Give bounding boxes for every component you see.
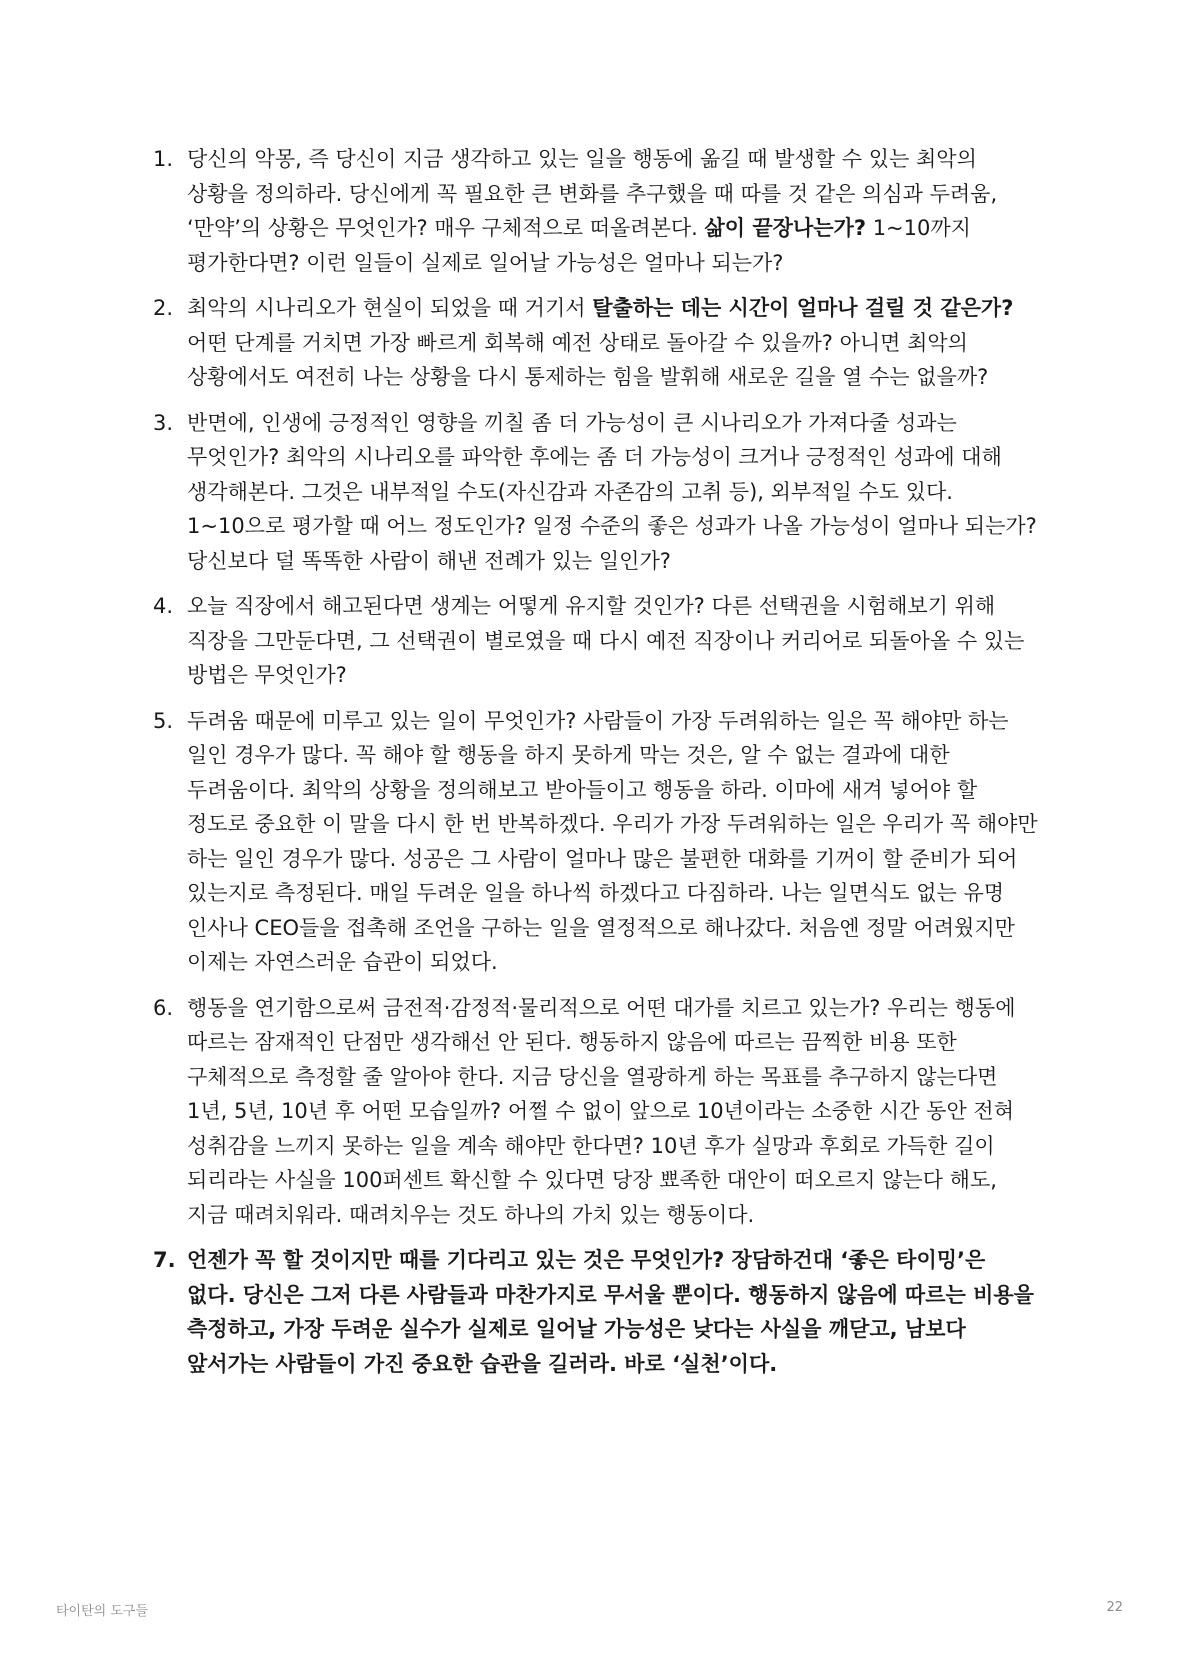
item-number: 2.: [153, 296, 174, 320]
item-text-segment: 두려움 때문에 미루고 있는 일이 무엇인가? 사람들이 가장 두려워하는 일은 꼭 해야만 하는 일인 경우가 많다. 꼭 해야 할 행동을 하지 못하게 막는 것은, 알 수 없는 결과에 대한 두려움이다. 최악의 상황을 정의해보고 받아들이고 행동을 하라. 이마에 새겨 넣어야 할 정도로 중요한 이 말을 다시 한 번 반복하겠다. 우리가 가장 두려워하는 일은 우리가 꼭 해야만 하는 일인 경우가 많다. 성공은 그 사람이 얼마나 많은 불편한 대화를 기꺼이 할 준비가 되어 있는지로 측정된다. 매일 두려운 일을 하나씩 하겠다고 다짐하라. 나는 일면식도 없는 유명 인사나 CEO들을 접촉해 조언을 구하는 일을 열정적으로 해나갔다. 처음엔 정말 어려웠지만 이제는 자연스러운 습관이 되었다.: [187, 708, 1038, 974]
item-number: 6.: [153, 995, 174, 1020]
page-body: [153, 142, 1041, 1392]
footer-book-title: 타이탄의 도구들: [56, 1604, 149, 1619]
footer-page-number: 22: [1106, 1600, 1123, 1615]
item-text-segment: 어떤 단계를 거치면 가장 빠르게 회복해 예전 상태로 돌아갈 수 있을까? 아니면 최악의 상황에서도 여전히 나는 상황을 다시 통제하는 힘을 발휘해 새로운 길을 열 수는 없을까?: [187, 330, 989, 389]
list-item: [153, 142, 1041, 280]
item-text-segment-bold: 언젠가 꼭 할 것이지만 때를 기다리고 있는 것은 무엇인가? 장담하건대 ‘좋은 타이밍’은 없다. 당신은 그저 다른 사람들과 마찬가지로 무서울 뿐이다. 행동하지 않음에 따르는 비용을 측정하고, 가장 두려운 실수가 실제로 일어날 가능성은 낮다는 사실을 깨닫고, 남보다 앞서가는 사람들이 가진 중요한 습관을 길러라. 바로 ‘실천’이다.: [187, 1248, 1034, 1376]
item-number: 1.: [153, 147, 174, 171]
list-item: [153, 991, 1041, 1233]
item-text-segment-bold: 탈출하는 데는 시간이 얼마나 걸릴 것 같은가?: [592, 296, 1014, 320]
list-item: [153, 1243, 1041, 1381]
item-number: 5.: [153, 708, 174, 733]
item-text-segment: 반면에, 인생에 긍정적인 영향을 끼칠 좀 더 가능성이 큰 시나리오가 가져다줄 성과는 무엇인가? 최악의 시나리오를 파악한 후에는 좀 더 가능성이 크거나 긍정적인 성과에 대해 생각해본다. 그것은 내부적일 수도(자신감과 자존감의 고취 등), 외부적일 수도 있다. 1~10으로 평가할 때 어느 정도인가? 일정 수준의 좋은 성과가 나올 가능성이 얼마나 되는가? 당신보다 덜 똑똑한 사람이 해낸 전례가 있는 일인가?: [187, 410, 1037, 573]
item-text-segment: 1~10까지 평가한다면? 이런 일들이 실제로 일어날 가능성은 얼마나 되는가?: [187, 216, 971, 275]
item-number: 4.: [153, 594, 174, 618]
list-item: [153, 589, 1041, 693]
list-item: [153, 704, 1041, 980]
item-text-segment: 행동을 연기함으로써 금전적·감정적·물리적으로 어떤 대가를 치르고 있는가? 우리는 행동에 따르는 잠재적인 단점만 생각해선 안 된다. 행동하지 않음에 따르는 끔찍한 비용 또한 구체적으로 측정할 줄 알아야 한다. 지금 당신을 열광하게 하는 목표를 추구하지 않는다면 1년, 5년, 10년 후 어떤 모습일까? 어쩔 수 없이 앞으로 10년이라는 소중한 시간 동안 전혀 성취감을 느끼지 못하는 일을 계속 해야만 한다면? 10년 후가 실망과 후회로 가득한 길이 되리라는 사실을 100퍼센트 확신할 수 있다면 당장 뾰족한 대안이 떠오르지 않는다 해도, 지금 때려치워라. 때려치우는 것도 하나의 가치 있는 행동이다.: [187, 995, 1016, 1227]
list-item: [153, 291, 1041, 395]
item-number: 7.: [153, 1248, 176, 1272]
item-text-segment: 최악의 시나리오가 현실이 되었을 때 거기서: [187, 296, 593, 320]
numbered-list: [153, 142, 1041, 1381]
item-number: 3.: [153, 410, 174, 435]
list-item: [153, 406, 1041, 579]
item-text-segment: 오늘 직장에서 해고된다면 생계는 어떻게 유지할 것인가? 다른 선택권을 시험해보기 위해 직장을 그만둔다면, 그 선택권이 별로였을 때 다시 예전 직장이나 커리어로 되돌아올 수 있는 방법은 무엇인가?: [187, 594, 1025, 687]
item-text-segment: 당신의 악몽, 즉 당신이 지금 생각하고 있는 일을 행동에 옮길 때 발생할 수 있는 최악의 상황을 정의하라. 당신에게 꼭 필요한 큰 변화를 추구했을 때 따를 것 같은 의심과 두려움, ‘만약’의 상황은 무엇인가? 매우 구체적으로 떠올려본다.: [187, 147, 998, 240]
item-text-segment-bold: 삶이 끝장나는가?: [704, 216, 867, 240]
